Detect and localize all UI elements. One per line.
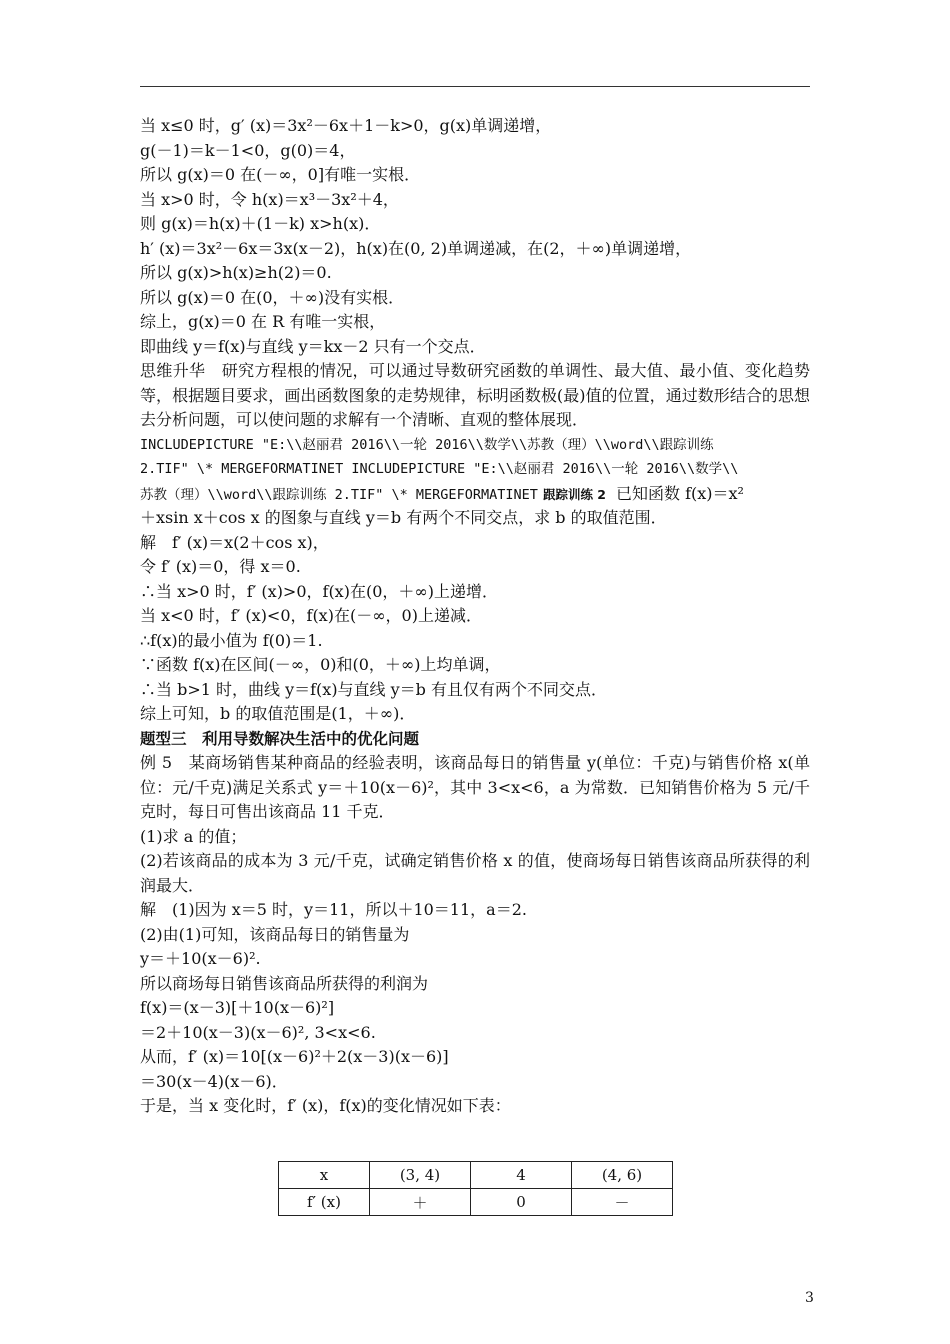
table-cell: 4 [471,1162,572,1189]
table-cell: (4, 6) [572,1162,673,1189]
table-cell: x [279,1162,370,1189]
text-line: 综上，g(x)＝0 在 R 有唯一实根， [140,312,386,331]
solution-line: 当 x<0 时，f′ (x)<0，f(x)在(－∞，0)上递减． [140,606,482,625]
answer-line: 从而，f′ (x)＝10[(x－6)²＋2(x－3)(x－6)] [140,1047,449,1066]
text-line: 所以 g(x)>h(x)≥h(2)＝0. [140,263,332,282]
answer-line: ＝2＋10(x－3)(x－6)², 3<x<6. [140,1022,376,1042]
example-paragraph: 例 5 某商场销售某种商品的经验表明，该商品每日的销售量 y(单位：千克)与销售价格 x(单位：元/千克)满足关系式 y＝＋10(x－6)²，其中 3<x<6，a 为常数．已知销售价格为 5 元/千克时，每日可售出该商品 11 千克． [140,753,810,821]
solution-line: ∴f(x)的最小值为 f(0)＝1. [140,630,323,650]
include-field-line: 2.TIF" \* MERGEFORMATINET INCLUDEPICTURE "E:\\赵丽君 2016\\一轮 2016\\数学\\ [140,461,739,477]
table-row [279,1162,673,1189]
solution-line: ∴当 b>1 时，曲线 y＝f(x)与直线 y＝b 有且仅有两个不同交点． [140,679,608,699]
solution-line: 综上可知，b 的取值范围是(1，＋∞)． [140,704,416,723]
answer-line: (2)由(1)可知，该商品每日的销售量为 [140,924,410,944]
exercise-text: 已知函数 f(x)＝x² [616,483,744,503]
text-line: 所以 g(x)＝0 在(0，＋∞)没有实根． [140,287,405,307]
summary-paragraph: 思维升华 研究方程根的情况，可以通过导数研究函数的单调性、最大值、最小值、变化趋势等，根据题目要求，画出函数图象的走势规律，标明函数极(最)值的位置，通过数形结合的思想去分析问题，可以使问题的求解有一个清晰、直观的整体展现． [140,361,810,429]
text-line: 当 x>0 时，令 h(x)＝x³－3x²＋4， [140,189,399,209]
table-cell: － [572,1189,673,1216]
text-line: 则 g(x)＝h(x)＋(1－k) x>h(x)． [140,214,381,233]
exercise-continuation: ＋xsin x＋cos x 的图象与直线 y＝b 有两个不同交点，求 b 的取值范围． [140,508,667,527]
solution-line: ∵函数 f(x)在区间(－∞，0)和(0，＋∞)上均单调， [140,655,501,674]
variation-table [278,1161,673,1216]
exercise-tag: 跟踪训练 2 [542,486,606,502]
header-rule [140,86,810,87]
text-line: 当 x≤0 时，g′ (x)＝3x²－6x＋1－k>0，g(x)单调递增， [140,116,552,135]
page-number: 3 [805,1290,814,1306]
text-line: h′ (x)＝3x²－6x＝3x(x－2)，h(x)在(0, 2)单调递减，在(2，＋∞)单调递增， [140,238,692,258]
section-heading: 题型三 利用导数解决生活中的优化问题 [140,729,420,748]
question-line: (1)求 a 的值； [140,826,247,846]
include-field-text: 苏教（理）\\word\\跟踪训练 2.TIF" \* MERGEFORMATINET [140,486,538,503]
question-paragraph: (2)若该商品的成本为 3 元/千克，试确定销售价格 x 的值，使商场每日销售该商品所获得的利润最大． [140,851,810,895]
answer-line: y＝＋10(x－6)². [140,949,261,968]
solution-line: 令 f′ (x)＝0，得 x＝0. [140,557,301,576]
answer-line: 所以商场每日销售该商品所获得的利润为 [140,973,429,993]
table-row [279,1189,673,1216]
page-body [140,114,810,1119]
table-cell: (3, 4) [370,1162,471,1189]
text-line: g(－1)＝k－1<0，g(0)＝4， [140,140,356,160]
answer-line: 于是，当 x 变化时，f′ (x)，f(x)的变化情况如下表： [140,1096,511,1115]
answer-line: f(x)＝(x－3)[＋10(x－6)²] [140,998,335,1017]
text-line: 所以 g(x)＝0 在(－∞，0]有唯一实根． [140,165,421,184]
text-line: 即曲线 y＝f(x)与直线 y＝kx－2 只有一个交点． [140,336,486,356]
include-field-line: INCLUDEPICTURE "E:\\赵丽君 2016\\一轮 2016\\数学\\苏教（理）\\word\\跟踪训练 [140,436,714,453]
table-cell: 0 [471,1189,572,1216]
table-cell: ＋ [370,1189,471,1216]
solution-line: 解 f′ (x)＝x(2＋cos x)， [140,532,329,552]
answer-line: ＝30(x－4)(x－6)． [140,1071,288,1091]
exercise-line [140,482,810,507]
table-cell: f′ (x) [279,1189,370,1216]
solution-line: ∴当 x>0 时，f′ (x)>0，f(x)在(0，＋∞)上递增． [140,581,498,601]
answer-line: 解 (1)因为 x＝5 时，y＝11，所以＋10＝11，a＝2. [140,900,527,919]
